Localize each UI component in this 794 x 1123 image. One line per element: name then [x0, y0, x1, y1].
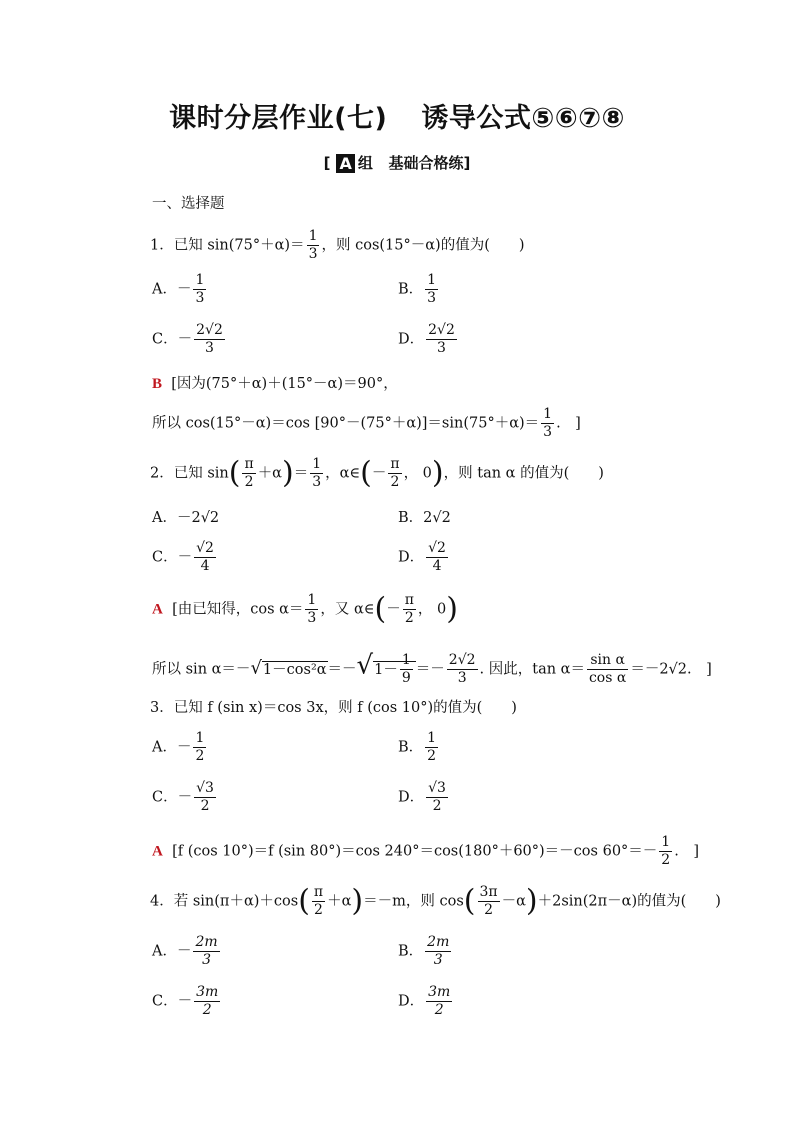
q2-exp1-den: 3	[307, 610, 317, 626]
q2-exp-rparen: )	[446, 591, 458, 627]
title-main: 课时分层作业(七)	[169, 103, 388, 134]
q4-c-frac	[194, 984, 220, 1019]
q2-lparen2: (	[360, 455, 372, 491]
q4-stem-b: ＝－m，则 cos	[363, 893, 464, 910]
q2-exp2-cos: cos α	[588, 670, 627, 686]
q1-stem-den: 3	[308, 246, 318, 262]
q3-a-frac	[193, 730, 206, 765]
q4-option-b[interactable]	[398, 934, 453, 969]
q3-a-den: 2	[195, 748, 205, 764]
title-sub: 诱导公式⑤⑥⑦⑧	[421, 103, 625, 134]
q2-exp2-tan-frac	[587, 652, 628, 687]
q2-exp-minus: －	[386, 601, 401, 618]
page-title	[0, 96, 794, 135]
q4-two2: 2	[484, 902, 494, 918]
q1-c-num: 2√2	[196, 322, 223, 338]
q2-d-label: D．	[398, 549, 425, 566]
q4-d-frac	[426, 984, 452, 1019]
q3-option-a[interactable]	[152, 730, 208, 765]
q3-stem: 3．已知 f (sin x)＝cos 3x，则 f (cos 10°)的值为( )	[150, 700, 517, 716]
q2-exp2-c: ＝－	[415, 661, 445, 678]
q2-plus-alpha: ＋α	[257, 465, 282, 482]
q3-b-den: 2	[427, 748, 437, 764]
q3-exp-frac	[659, 834, 672, 869]
q4-a-label: A．－	[152, 943, 192, 960]
q3-a-num: 1	[195, 730, 205, 746]
q4-3pi-frac	[478, 884, 500, 919]
q4-minus-alpha: －α	[501, 893, 526, 910]
q4-pi: π	[313, 884, 324, 900]
q2-stem-a: 2．已知 sin	[150, 465, 229, 482]
q2-zero: ， 0	[403, 465, 432, 482]
q2-exp-pi: π	[404, 592, 414, 608]
q4-d-label: D．	[398, 993, 425, 1010]
q2-stem-end: ，则 tan α 的值为( )	[443, 465, 604, 482]
q2-exp1-b: ，又 α∈	[320, 601, 375, 618]
q2-option-b[interactable]: B．2√2	[398, 510, 451, 526]
q3-c-num: √3	[196, 780, 214, 796]
q1-stem-a: 1．已知 sin(75°＋α)＝	[150, 237, 305, 254]
q1-a-den: 3	[195, 290, 205, 306]
q2-stem	[150, 456, 604, 491]
q2-pi-frac2	[388, 456, 401, 491]
q2-exp2-frac	[447, 652, 478, 687]
q1-d-frac	[426, 322, 457, 357]
q1-b-den: 3	[427, 290, 437, 306]
q2-alpha-in: ，α∈	[325, 465, 361, 482]
q2-exp2-ninth	[400, 652, 413, 687]
q1-option-a[interactable]	[152, 272, 208, 307]
q4-b-num: 2m	[427, 934, 450, 950]
q4-b-label: B．	[398, 943, 424, 960]
q3-c-frac	[194, 780, 216, 815]
q2-exp2-a: 所以 sin α＝－	[152, 661, 251, 678]
q4-d-num: 3m	[428, 984, 451, 1000]
q1-c-frac	[194, 322, 225, 357]
q4-lparen: (	[298, 883, 310, 919]
q2-exp-zero: ， 0	[417, 601, 447, 618]
q2-exp2-nine: 9	[401, 670, 411, 686]
group-open-bracket: [	[323, 154, 331, 172]
q4-option-a[interactable]	[152, 934, 222, 969]
q3-exp-den: 2	[661, 852, 671, 868]
q2-three: 3	[312, 474, 322, 490]
q4-lparen2: (	[463, 883, 476, 919]
q4-a-num: 2m	[195, 934, 218, 950]
q2-exp2-sq1: 1－cos²α	[262, 661, 327, 678]
q2-exp2-den: 3	[457, 670, 467, 686]
q3-option-d[interactable]	[398, 780, 450, 815]
q4-b-frac	[425, 934, 451, 969]
q3-explanation	[152, 834, 699, 869]
q2-exp2-sin: sin α	[587, 652, 628, 670]
q1-option-c[interactable]	[152, 322, 227, 357]
q2-exp-lparen: (	[374, 591, 387, 627]
q2-exp1-num: 1	[307, 592, 317, 608]
q1-d-label: D．	[398, 331, 425, 348]
q2-exp2-d: . 因此，tan α＝	[479, 661, 585, 678]
q2-lparen: (	[228, 455, 241, 491]
q4-3pi: 3π	[479, 884, 498, 900]
q2-c-frac	[194, 540, 216, 575]
q1-exp2: 所以 cos(15°－α)＝cos [90°－(75°＋α)]＝sin(75°＋α)＝	[152, 415, 540, 432]
q2-option-d[interactable]	[398, 540, 450, 575]
q4-plus-alpha: ＋α	[327, 893, 352, 910]
q4-pi-frac	[312, 884, 325, 919]
q2-exp1-a: [由已知得，cos α＝	[172, 601, 304, 618]
q2-eq: ＝	[293, 465, 309, 482]
group-text2: 基础合格练	[388, 154, 464, 172]
q4-b-den: 3	[433, 952, 443, 968]
q3-a-label: A．－	[152, 739, 192, 756]
q4-a-den: 3	[202, 952, 212, 968]
q2-two: 2	[244, 474, 254, 490]
q4-stem-c: ＋2sin(2π－α)的值为( )	[537, 893, 721, 910]
q3-exp-end: . ]	[674, 843, 699, 860]
q2-exp-pi-frac	[403, 592, 416, 627]
q2-rparen: )	[281, 455, 294, 491]
section-heading: 一、选择题	[152, 196, 225, 212]
q4-a-frac	[193, 934, 219, 969]
q2-exp1-frac	[305, 592, 318, 627]
q1-exp2-frac	[541, 406, 554, 441]
q2-exp2-b: ＝－	[327, 661, 357, 678]
q3-option-c[interactable]	[152, 780, 218, 815]
q3-option-b[interactable]	[398, 730, 440, 765]
q1-option-d[interactable]	[398, 322, 459, 357]
q2-minus: －	[371, 465, 387, 482]
q2-answer: A	[152, 601, 163, 618]
q2-exp-two: 2	[404, 610, 414, 626]
q2-explanation-1	[152, 592, 458, 627]
q3-d-label: D．	[398, 789, 425, 806]
q2-pi-frac	[242, 456, 255, 491]
q2-option-c[interactable]	[152, 540, 218, 575]
q2-d-num: √2	[428, 540, 446, 556]
q2-exp2-e: ＝－2√2. ]	[630, 661, 712, 678]
q2-c-den: 4	[200, 558, 210, 574]
q2-one: 1	[312, 456, 322, 472]
q2-pi: π	[244, 456, 254, 472]
group-header	[0, 152, 794, 173]
q3-b-frac	[425, 730, 438, 765]
q4-rparen: )	[351, 883, 364, 919]
q2-exp2-sq2	[373, 652, 416, 686]
q4-stem-a: 4．若 sin(π＋α)＋cos	[150, 893, 299, 910]
q2-c-num: √2	[196, 540, 214, 556]
q2-c-label: C．－	[152, 549, 193, 566]
q3-exp-num: 1	[661, 834, 671, 850]
q1-stem	[150, 228, 525, 263]
q1-b-label: B．	[398, 281, 424, 298]
q3-c-den: 2	[200, 798, 210, 814]
q2-val-frac	[310, 456, 323, 491]
sqrt-icon: √	[250, 657, 262, 679]
q4-c-num: 3m	[196, 984, 219, 1000]
q2-rparen2: )	[431, 455, 444, 491]
q2-d-den: 4	[432, 558, 442, 574]
q2-exp2-num: 2√2	[448, 652, 476, 668]
q1-exp2-den: 3	[543, 424, 553, 440]
q4-option-c[interactable]	[152, 984, 222, 1019]
q2-exp2-sq2a: 1－	[374, 661, 398, 678]
q1-option-b[interactable]	[398, 272, 440, 307]
q3-answer: A	[152, 843, 163, 860]
q2-explanation-2	[152, 652, 712, 687]
q3-d-den: 2	[432, 798, 442, 814]
q1-c-label: C．－	[152, 331, 193, 348]
q1-exp2-num: 1	[543, 406, 553, 422]
q1-d-num: 2√2	[428, 322, 455, 338]
q1-exp1: [因为(75°＋α)＋(15°－α)＝90°，	[171, 376, 398, 392]
q2-two2: 2	[390, 474, 400, 490]
q1-explanation-1	[152, 374, 398, 394]
q1-b-num: 1	[427, 272, 437, 288]
q1-a-frac	[193, 272, 206, 307]
q1-answer: B	[152, 376, 163, 392]
q3-b-label: B．	[398, 739, 424, 756]
q2-exp2-one: 1	[401, 652, 411, 668]
q1-stem-frac	[307, 228, 320, 263]
q1-a-label: A．－	[152, 281, 192, 298]
q4-c-den: 2	[202, 1002, 212, 1018]
q1-b-frac	[425, 272, 438, 307]
q3-b-num: 1	[427, 730, 437, 746]
group-close-bracket: ]	[463, 154, 471, 172]
q4-two: 2	[314, 902, 323, 918]
q1-stem-end: ，则 cos(15°－α)的值为( )	[321, 237, 525, 254]
q4-d-den: 2	[434, 1002, 444, 1018]
q3-exp: [f (cos 10°)＝f (sin 80°)＝cos 240°＝cos(180°＋60°)＝－cos 60°＝－	[172, 843, 658, 860]
group-a-badge: A	[336, 154, 354, 173]
q4-option-d[interactable]	[398, 984, 454, 1019]
q2-d-frac	[426, 540, 448, 575]
q1-explanation-2	[152, 406, 581, 441]
q3-c-label: C．－	[152, 789, 193, 806]
q2-option-a[interactable]: A．－2√2	[152, 510, 220, 526]
q1-exp2-end: . ]	[556, 415, 581, 432]
q3-d-num: √3	[428, 780, 446, 796]
q1-d-den: 3	[437, 340, 446, 356]
sqrt-icon: √	[356, 650, 374, 681]
q4-c-label: C．－	[152, 993, 193, 1010]
q1-stem-num: 1	[308, 228, 318, 244]
q4-rparen2: )	[525, 883, 538, 919]
q3-d-frac	[426, 780, 448, 815]
q1-c-den: 3	[205, 340, 214, 356]
q2-pi2: π	[390, 456, 400, 472]
group-text1: 组	[357, 154, 373, 172]
q1-a-num: 1	[195, 272, 205, 288]
q4-stem	[150, 884, 721, 919]
